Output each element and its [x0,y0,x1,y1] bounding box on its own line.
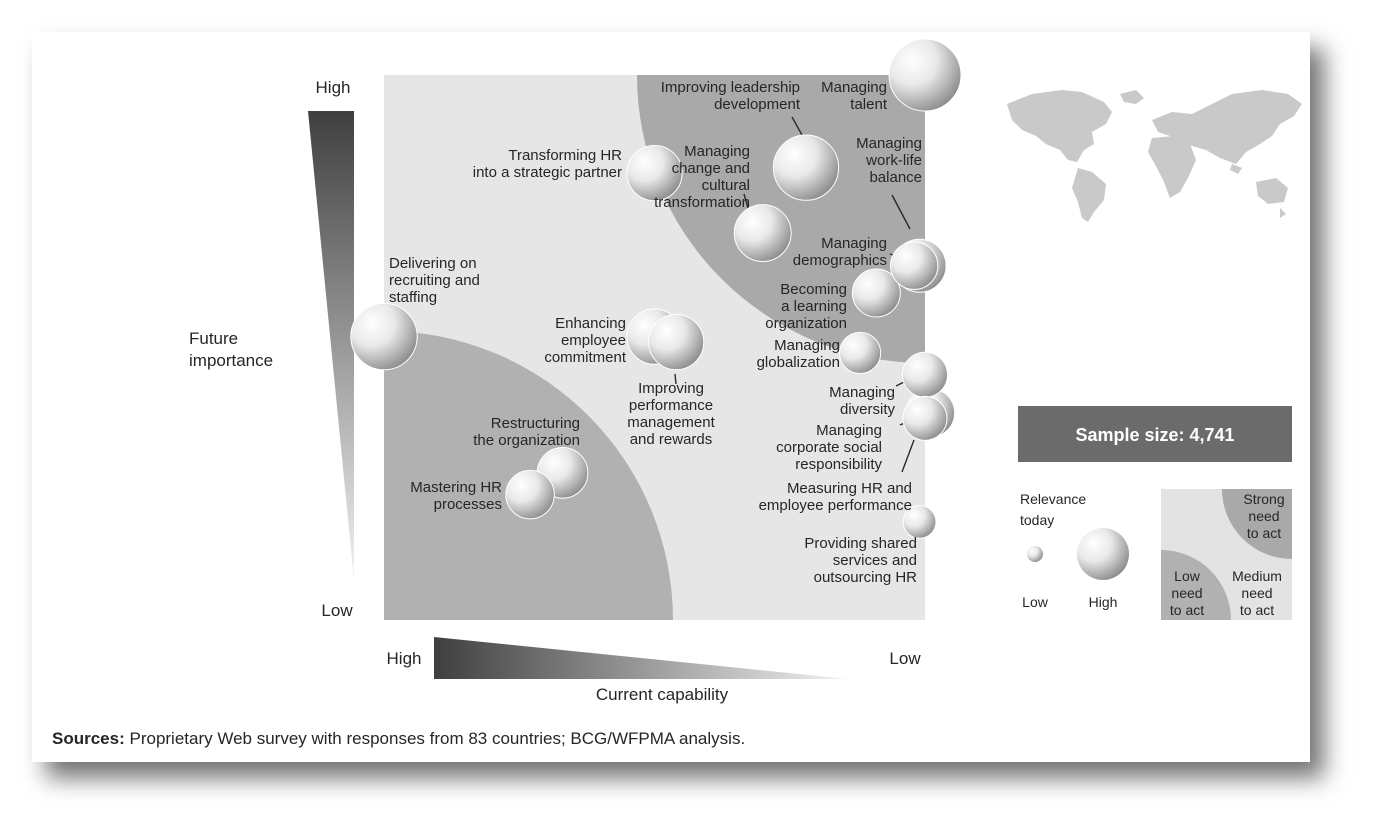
relevance-low-label: Low [1022,594,1048,610]
figure-card [32,32,1310,762]
label-line: outsourcing HR [813,569,917,586]
label-line: Managing [821,235,887,252]
label-line: cultural [701,177,750,194]
low-need-line3: to act [1169,602,1205,618]
x-axis-high-label: High [386,649,422,668]
label-line: diversity [839,401,895,418]
low-need-line2: need [1171,585,1203,601]
label-line: Managing [684,143,750,160]
strong-need-line2: need [1248,508,1280,524]
y-axis-high-label: High [315,78,351,97]
bubble-managing-talent [889,39,961,111]
label-line: Mastering HR [410,479,502,496]
label-line: Managing [821,79,887,96]
label-line: Managing [816,422,882,439]
bubble-managing-csr [903,396,947,440]
bubble-improving-performance [649,314,704,369]
label-line: Enhancing [555,315,626,332]
label-line: management [627,414,715,431]
label-line: Transforming HR [508,147,622,164]
bubble-improving-leadership [773,135,838,200]
label-line: Improving leadership [660,79,800,96]
label-line: talent [850,96,887,113]
y-axis-low-label: Low [321,601,353,620]
label-line: services and [832,552,917,569]
label-line: organization [765,315,847,332]
strong-need-line3: to act [1246,525,1282,541]
sources-note [52,729,745,749]
bubble-managing-change [734,205,791,262]
label-line: Improving [638,380,704,397]
label-line: work-life [866,152,922,169]
bubble-managing-diversity [902,352,947,397]
strong-need-line1: Strong [1243,491,1285,507]
relevance-title-line2: today [1020,512,1055,528]
label-line: Managing [774,337,840,354]
label-line: Delivering on [389,255,477,272]
bubble-managing-demographics [891,242,938,289]
label-line: Managing [829,384,895,401]
label-line: responsibility [795,456,882,473]
label-line: Providing shared [804,535,917,552]
label-line: employee [560,332,626,349]
label-line: globalization [756,354,840,371]
label-line: and rewards [629,431,713,448]
y-axis-title-line2: importance [189,351,274,370]
medium-need-line2: need [1241,585,1273,601]
relevance-low-bubble [1027,546,1043,562]
chart-svg [32,32,1310,762]
relevance-high-bubble [1077,528,1129,580]
label-line: performance [628,397,714,414]
medium-need-line3: to act [1239,602,1275,618]
y-axis-wedge [308,111,354,580]
bubble-mastering-hr [506,470,554,518]
low-need-line1: Low [1174,568,1200,584]
bubble-delivering-recruiting [351,303,417,369]
label-line: transformation [654,194,750,211]
label-line: employee performance [758,497,912,514]
label-line: the organization [473,432,580,449]
label-line: Measuring HR and [786,480,912,497]
label-line: Becoming [780,281,847,298]
label-line: a learning [781,298,847,315]
label-managing-diversity [829,384,895,418]
world-map [1007,90,1302,222]
y-axis-title-line1: Future [189,329,239,348]
medium-need-line1: Medium [1232,568,1282,584]
label-line: demographics [792,252,887,269]
relevance-title-line1: Relevance [1020,491,1087,507]
x-axis-title: Current capability [595,685,729,704]
label-line: into a strategic partner [472,164,622,181]
label-improving-performance [627,380,715,448]
label-line: development [714,96,800,113]
label-line: balance [869,169,922,186]
bubble-managing-globalization [839,332,880,373]
label-line: processes [433,496,502,513]
label-line: corporate social [776,439,882,456]
label-line: change and [671,160,750,177]
sources-label: Sources: [52,729,125,748]
x-axis-low-label: Low [889,649,921,668]
sample-size-text: Sample size: 4,741 [1075,425,1235,445]
label-line: staffing [389,289,438,306]
x-axis-wedge [434,637,848,679]
relevance-high-label: High [1088,594,1118,610]
label-line: commitment [544,349,626,366]
label-line: Managing [856,135,922,152]
label-line: Restructuring [490,415,580,432]
sources-text: Proprietary Web survey with responses from 83 countries; BCG/WFPMA analysis. [129,729,746,748]
label-line: recruiting and [389,272,480,289]
